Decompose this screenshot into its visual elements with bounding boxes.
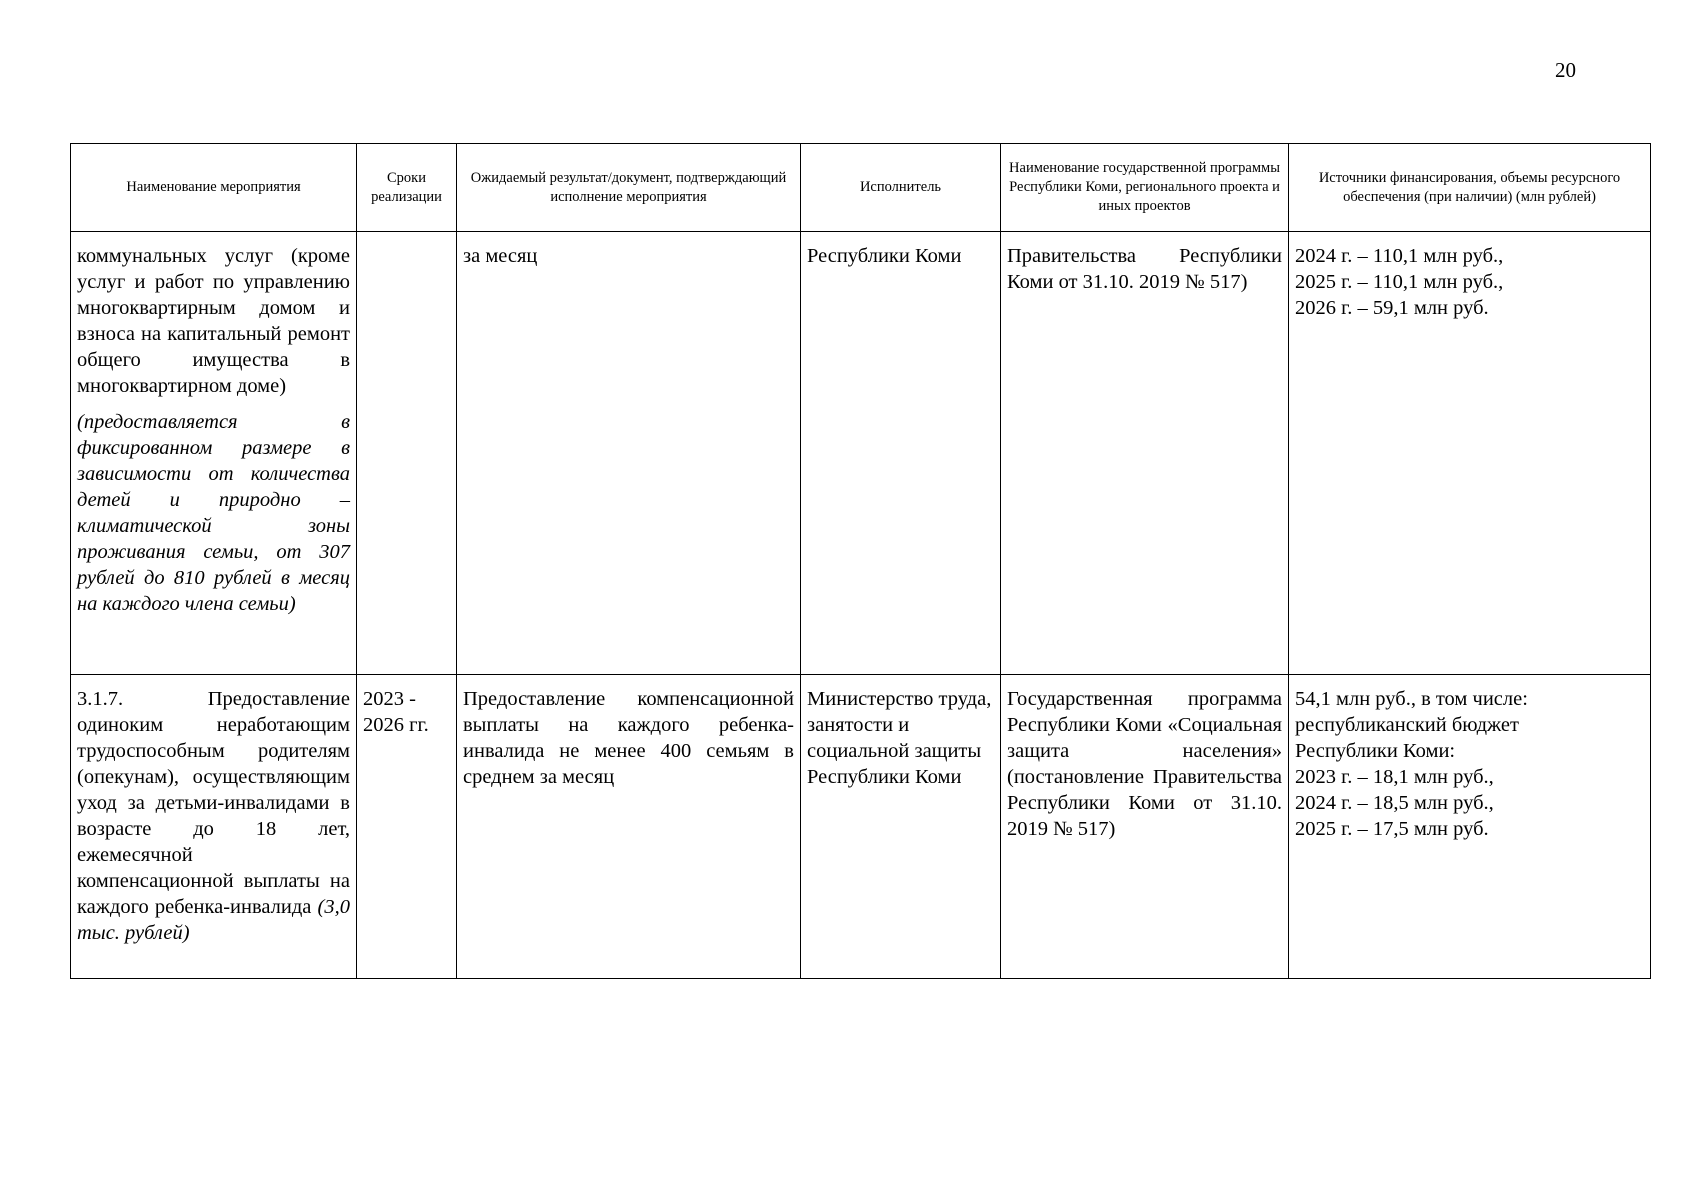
table-header-row: [71, 144, 1651, 232]
header-period: Сроки реализации: [357, 144, 457, 232]
funding-line: 54,1 млн руб., в том числе:: [1295, 688, 1528, 710]
measure-name: 3.1.7. Предоставление одиноким неработающим трудоспособным родителям (опекунам), осуществляющим уход за детьми-инвалидами в возрасте до 18 лет, ежемесячной компенсационной выплаты на каждого ребенка-инвалида: [77, 688, 350, 918]
measure-name-note: (предоставляется в фиксированном размере в зависимости от количества детей и природно – климатической зоны проживания семьи, от 307 рублей до 810 рублей в месяц на каждого члена семьи): [77, 411, 350, 615]
period-cell: 2023 - 2026 гг.: [357, 675, 457, 979]
table-row: [71, 232, 1651, 675]
funding-line: 2025 г. – 17,5 млн руб.: [1295, 818, 1489, 840]
funding-line: 2025 г. – 110,1 млн руб.,: [1295, 271, 1504, 293]
result-cell: Предоставление компенсационной выплаты на каждого ребенка-инвалида не менее 400 семьям в среднем за месяц: [457, 675, 801, 979]
table-row: [71, 675, 1651, 979]
funding-cell: [1289, 675, 1651, 979]
header-funding: Источники финансирования, объемы ресурсного обеспечения (при наличии) (млн рублей): [1289, 144, 1651, 232]
period-cell: [357, 232, 457, 675]
page-number: 20: [1555, 58, 1576, 82]
program-cell: Государственная программа Республики Коми «Социальная защита населения» (постановление Правительства Республики Коми от 31.10. 2019 № 517): [1001, 675, 1289, 979]
header-program: Наименование государственной программы Республики Коми, регионального проекта и иных проектов: [1001, 144, 1289, 232]
executor-cell: Министерство труда, занятости и социальной защиты Республики Коми: [801, 675, 1001, 979]
measures-table: [70, 143, 1651, 979]
result-cell: за месяц: [457, 232, 801, 675]
measure-name-note: (3,0 тыс. рублей): [77, 896, 350, 944]
measure-name: коммунальных услуг (кроме услуг и работ по управлению многоквартирным домом и взноса на капитальный ремонт общего имущества в многоквартирном доме): [77, 245, 350, 397]
measure-name-cell: [71, 675, 357, 979]
funding-line: 2026 г. – 59,1 млн руб.: [1295, 297, 1489, 319]
funding-line: 2023 г. – 18,1 млн руб.,: [1295, 766, 1494, 788]
funding-line: Республики Коми:: [1295, 740, 1456, 762]
header-result: Ожидаемый результат/документ, подтверждающий исполнение мероприятия: [457, 144, 801, 232]
funding-line: 2024 г. – 18,5 млн руб.,: [1295, 792, 1494, 814]
funding-line: республиканский бюджет: [1295, 714, 1519, 736]
funding-line: 2024 г. – 110,1 млн руб.,: [1295, 245, 1504, 267]
executor-cell: Республики Коми: [801, 232, 1001, 675]
program-cell: Правительства Республики Коми от 31.10. 2019 № 517): [1001, 232, 1289, 675]
header-executor: Исполнитель: [801, 144, 1001, 232]
funding-cell: [1289, 232, 1651, 675]
header-measure-name: Наименование мероприятия: [71, 144, 357, 232]
measure-name-cell: [71, 232, 357, 675]
